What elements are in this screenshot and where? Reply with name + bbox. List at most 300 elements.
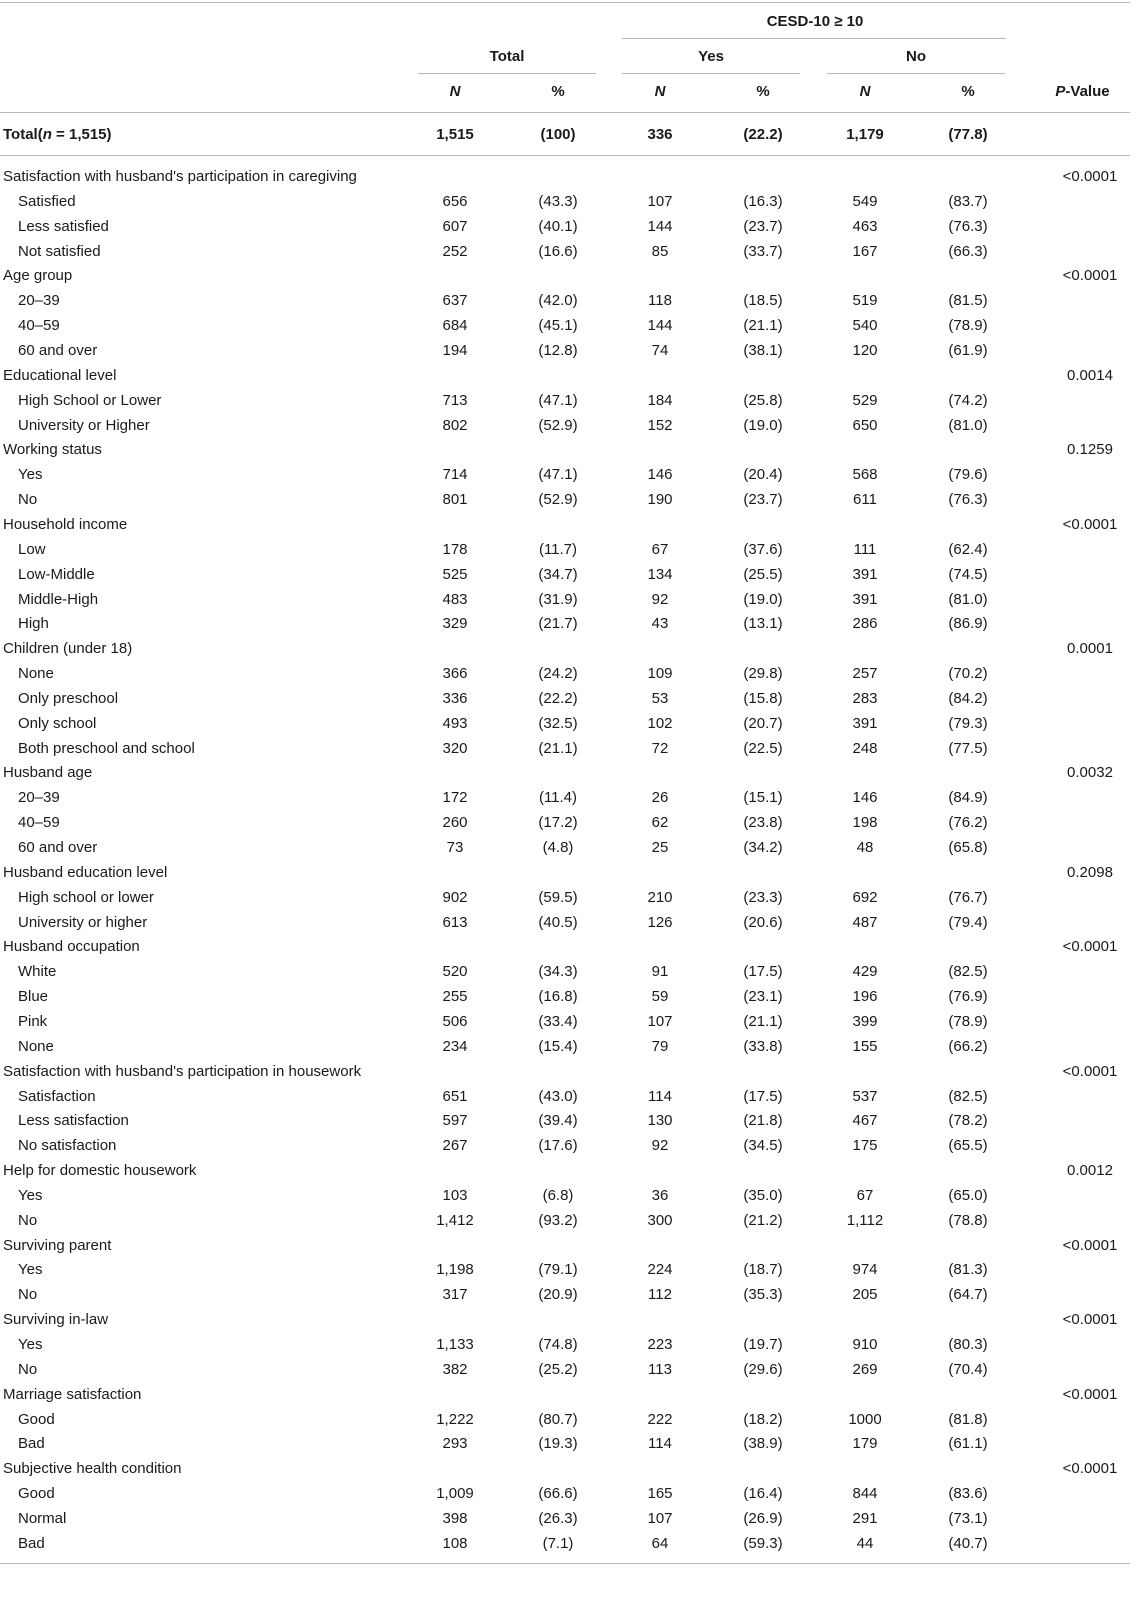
- cell-no-n: 48: [856, 839, 874, 856]
- cell-yes-n: 165: [647, 1485, 673, 1503]
- cell-yes-pct: (23.8): [743, 814, 783, 832]
- cell-no-n: 568: [852, 466, 878, 484]
- row-label: Good: [18, 1410, 55, 1428]
- category-row: [0, 711, 1130, 736]
- cell-no-n: 291: [852, 1509, 878, 1527]
- cell-no-n: 167: [852, 242, 878, 260]
- cell-no-pct: (84.2): [948, 689, 988, 707]
- row-label: High: [18, 615, 49, 633]
- cell-no-n: 248: [852, 739, 878, 757]
- row-label: Low-Middle: [18, 565, 95, 583]
- cell-no-n: 283: [852, 689, 878, 707]
- cell-yes-pct: (23.7): [743, 491, 783, 509]
- category-row: [0, 214, 1130, 239]
- cell-yes-pct: (33.7): [743, 242, 783, 260]
- category-row: [0, 388, 1130, 413]
- row-label: Age group: [3, 267, 73, 285]
- cell-total-n: 329: [442, 615, 468, 633]
- row-label: University or Higher: [18, 416, 150, 434]
- cell-no-pct: (78.9): [948, 1012, 988, 1030]
- category-row: [0, 1481, 1130, 1506]
- cell-no-pct: (82.5): [948, 1087, 988, 1105]
- cell-total-n: 108: [442, 1534, 468, 1552]
- no-n-header: N: [859, 83, 871, 100]
- cell-yes-n: 102: [647, 714, 673, 732]
- cell-total-pct: (22.2): [538, 689, 578, 707]
- cell-yes-n: 92: [651, 1137, 669, 1155]
- cell-yes-pct: (20.7): [743, 714, 783, 732]
- cell-no-pct: (82.5): [948, 963, 988, 981]
- cell-total-n: 1,009: [436, 1485, 474, 1503]
- variable-row: [0, 1456, 1130, 1481]
- category-row: [0, 1332, 1130, 1357]
- cell-total-n: 1,412: [436, 1211, 474, 1229]
- cell-no-pct: (65.5): [948, 1137, 988, 1155]
- row-label: Only preschool: [18, 689, 119, 707]
- cell-yes-n: 59: [651, 988, 669, 1006]
- cell-p-value: <0.0001: [1062, 1311, 1118, 1329]
- row-label: Middle-High: [18, 590, 99, 608]
- row-label: Satisfaction with husband's participation in housework: [3, 1062, 362, 1080]
- cell-total-pct: (26.3): [538, 1509, 578, 1527]
- no-pct-header: %: [961, 83, 975, 100]
- cell-no-pct: (62.4): [948, 540, 988, 558]
- cell-yes-pct: (37.6): [743, 540, 783, 558]
- cell-yes-n: 130: [647, 1112, 673, 1130]
- cell-total-n: 293: [442, 1435, 468, 1453]
- cell-total-pct: (20.9): [538, 1286, 578, 1304]
- row-label: No satisfaction: [18, 1137, 117, 1155]
- cell-total-pct: (100): [540, 126, 576, 143]
- cell-p-value: 0.0012: [1067, 1162, 1113, 1179]
- row-label: Blue: [18, 988, 49, 1006]
- cell-total-pct: (79.1): [538, 1261, 578, 1279]
- variable-row: [0, 760, 1130, 785]
- category-row: [0, 611, 1130, 636]
- cell-total-pct: (66.6): [538, 1485, 578, 1503]
- cell-yes-n: 43: [651, 615, 669, 633]
- cell-no-n: 146: [852, 789, 878, 807]
- category-row: [0, 835, 1130, 860]
- cell-no-n: 67: [856, 1186, 874, 1204]
- variable-row: [0, 363, 1130, 388]
- row-label: 40–59: [18, 317, 60, 335]
- cell-total-pct: (21.7): [538, 615, 578, 633]
- cell-yes-n: 36: [651, 1186, 669, 1204]
- cell-no-n: 540: [852, 317, 878, 335]
- cell-yes-n: 222: [647, 1410, 673, 1428]
- cell-yes-n: 113: [648, 1360, 672, 1378]
- cell-yes-n: 134: [647, 565, 673, 583]
- cell-yes-pct: (23.1): [743, 988, 783, 1006]
- cell-yes-n: 25: [651, 839, 669, 856]
- cell-no-n: 650: [852, 416, 878, 434]
- cell-total-pct: (52.9): [538, 416, 578, 434]
- cell-p-value: <0.0001: [1062, 938, 1118, 956]
- cell-no-pct: (86.9): [948, 615, 988, 633]
- cell-yes-n: 190: [647, 491, 673, 509]
- cell-no-n: 111: [853, 540, 877, 558]
- row-label: Satisfaction: [18, 1087, 96, 1105]
- cell-total-pct: (24.2): [538, 665, 578, 682]
- cell-total-n: 506: [442, 1012, 468, 1030]
- row-label: No: [18, 1211, 38, 1229]
- row-label: Both preschool and school: [18, 739, 195, 757]
- category-row: [0, 487, 1130, 512]
- cell-no-n: 910: [852, 1336, 878, 1353]
- cell-no-pct: (81.8): [948, 1410, 988, 1428]
- cell-total-n: 267: [442, 1137, 468, 1155]
- cell-yes-n: 107: [647, 192, 673, 210]
- cell-no-pct: (78.8): [948, 1211, 988, 1229]
- variable-row: [0, 263, 1130, 288]
- cell-no-pct: (80.3): [948, 1336, 988, 1353]
- cell-yes-pct: (18.5): [743, 292, 783, 310]
- cell-total-pct: (6.8): [542, 1186, 574, 1204]
- cell-total-pct: (42.0): [538, 292, 578, 310]
- cell-p-value: 0.0032: [1067, 764, 1113, 782]
- cell-yes-n: 336: [647, 126, 673, 143]
- category-row: [0, 462, 1130, 487]
- variable-row: [0, 1307, 1130, 1332]
- cell-total-n: 73: [446, 839, 464, 856]
- cell-total-n: 336: [442, 689, 468, 707]
- cell-yes-pct: (21.2): [743, 1211, 783, 1229]
- cell-total-n: 103: [442, 1186, 468, 1204]
- cell-no-n: 1000: [848, 1410, 882, 1428]
- cell-total-pct: (25.2): [538, 1360, 578, 1378]
- variable-row: [0, 437, 1130, 462]
- cell-total-n: 525: [442, 565, 468, 583]
- cell-no-pct: (79.3): [948, 714, 988, 732]
- cell-no-n: 1,112: [846, 1211, 884, 1229]
- group-header: CESD-10 ≥ 10: [766, 13, 864, 30]
- total-rule: [418, 73, 596, 74]
- cell-total-n: 1,222: [436, 1410, 474, 1428]
- cell-total-pct: (7.1): [542, 1534, 574, 1552]
- category-row: [0, 661, 1130, 686]
- cell-yes-pct: (23.7): [743, 217, 783, 235]
- cell-no-n: 257: [852, 665, 878, 682]
- cell-yes-n: 146: [647, 466, 673, 484]
- cell-no-pct: (61.1): [948, 1435, 988, 1453]
- cell-total-pct: (93.2): [538, 1211, 578, 1229]
- cell-yes-n: 118: [648, 292, 672, 310]
- cell-no-n: 44: [856, 1534, 874, 1552]
- yes-rule: [622, 73, 800, 74]
- category-row: [0, 1133, 1130, 1158]
- category-row: [0, 1357, 1130, 1382]
- row-label: Yes: [18, 1186, 43, 1204]
- cell-yes-pct: (25.5): [743, 565, 783, 583]
- total-n-header: N: [449, 83, 461, 100]
- cell-p-value: <0.0001: [1062, 1062, 1118, 1080]
- row-label: Husband education level: [3, 863, 168, 881]
- row-label: Normal: [18, 1509, 67, 1527]
- category-row: [0, 1407, 1130, 1432]
- category-row: [0, 736, 1130, 761]
- cell-total-pct: (34.3): [538, 963, 578, 981]
- cell-total-n: 234: [442, 1037, 468, 1055]
- variable-row: [0, 1382, 1130, 1407]
- cell-p-value: <0.0001: [1062, 515, 1118, 533]
- cell-total-n: 520: [442, 963, 468, 981]
- yes-pct-header: %: [756, 83, 770, 100]
- cell-yes-pct: (18.2): [743, 1410, 783, 1428]
- cell-no-n: 692: [852, 888, 878, 906]
- category-row: [0, 537, 1130, 562]
- cell-yes-n: 112: [648, 1286, 672, 1304]
- cell-no-pct: (81.0): [948, 416, 988, 434]
- cell-p-value: 0.1259: [1067, 441, 1113, 459]
- cell-no-n: 844: [852, 1485, 878, 1503]
- category-row: [0, 1208, 1130, 1233]
- category-row: [0, 810, 1130, 835]
- row-label: No: [18, 491, 38, 509]
- cell-yes-n: 26: [651, 789, 669, 807]
- cell-total-pct: (11.7): [538, 540, 578, 558]
- cell-yes-pct: (19.0): [743, 416, 783, 434]
- cell-total-n: 613: [442, 913, 468, 931]
- cell-no-pct: (70.4): [948, 1360, 988, 1378]
- cell-no-n: 537: [852, 1087, 878, 1105]
- cell-no-n: 487: [852, 913, 878, 931]
- row-label: Yes: [18, 1261, 43, 1279]
- cell-no-n: 196: [852, 988, 878, 1006]
- cell-yes-pct: (34.5): [743, 1137, 783, 1155]
- category-row: [0, 1431, 1130, 1456]
- row-label: Good: [18, 1485, 55, 1503]
- cell-no-pct: (84.9): [948, 789, 988, 807]
- cell-total-n: 493: [442, 714, 468, 732]
- cell-total-n: 194: [442, 342, 468, 359]
- row-label: Husband occupation: [3, 938, 140, 956]
- cell-p-value: <0.0001: [1062, 1460, 1118, 1478]
- cell-no-pct: (81.3): [948, 1261, 988, 1279]
- row-label: None: [18, 665, 54, 682]
- cell-total-pct: (52.9): [538, 491, 578, 509]
- cell-total-n: 801: [442, 491, 468, 509]
- total-pct-header: %: [551, 83, 565, 100]
- cell-yes-n: 107: [647, 1509, 673, 1527]
- yes-n-header: N: [654, 83, 666, 100]
- row-label: No: [18, 1286, 38, 1304]
- cell-no-n: 155: [852, 1037, 878, 1055]
- cell-no-n: 429: [852, 963, 878, 981]
- cell-yes-n: 224: [647, 1261, 673, 1279]
- row-label: High school or lower: [18, 888, 154, 906]
- row-label: Children (under 18): [3, 640, 133, 658]
- cell-total-pct: (47.1): [538, 391, 578, 409]
- cell-total-pct: (21.1): [538, 739, 578, 757]
- cell-yes-pct: (21.1): [743, 317, 783, 335]
- cell-no-n: 529: [852, 391, 878, 409]
- cell-yes-n: 85: [651, 242, 669, 260]
- header-bottom-rule: [0, 112, 1130, 113]
- row-label: 20–39: [18, 789, 60, 807]
- cell-yes-pct: (35.3): [743, 1286, 783, 1304]
- category-row: [0, 1531, 1130, 1556]
- cell-no-n: 1,179: [846, 126, 884, 143]
- cell-total-n: 714: [442, 466, 468, 484]
- cell-yes-pct: (19.0): [743, 590, 783, 608]
- cell-total-n: 713: [442, 391, 468, 409]
- row-label: Household income: [3, 515, 128, 533]
- cell-yes-pct: (19.7): [743, 1336, 783, 1353]
- cell-yes-n: 74: [651, 342, 669, 359]
- cell-yes-n: 144: [647, 217, 673, 235]
- row-label: White: [18, 963, 57, 981]
- cell-total-pct: (43.3): [538, 192, 578, 210]
- cell-total-pct: (16.6): [538, 242, 578, 260]
- cell-yes-pct: (22.2): [743, 126, 783, 143]
- cell-no-n: 175: [852, 1137, 878, 1155]
- cell-yes-pct: (16.4): [743, 1485, 783, 1503]
- cell-yes-pct: (33.8): [743, 1037, 783, 1055]
- cell-no-n: 611: [853, 491, 877, 509]
- cell-no-n: 519: [852, 292, 878, 310]
- cell-no-n: 269: [852, 1360, 878, 1378]
- cell-total-n: 684: [442, 317, 468, 335]
- variable-row: [0, 1158, 1130, 1183]
- row-label: Help for domestic housework: [3, 1162, 197, 1179]
- cell-no-pct: (83.7): [948, 192, 988, 210]
- cell-no-pct: (78.9): [948, 317, 988, 335]
- category-row: [0, 587, 1130, 612]
- cell-total-pct: (4.8): [542, 839, 574, 856]
- cell-yes-n: 53: [651, 689, 669, 707]
- cell-yes-n: 64: [651, 1534, 669, 1552]
- row-label: University or higher: [18, 913, 148, 931]
- row-label: Educational level: [3, 366, 117, 384]
- cell-total-n: 255: [442, 988, 468, 1006]
- cell-p-value: 0.0014: [1067, 366, 1113, 384]
- cell-no-n: 391: [852, 565, 878, 583]
- cell-yes-n: 109: [647, 665, 673, 682]
- category-row: [0, 885, 1130, 910]
- category-row: [0, 189, 1130, 214]
- category-row: [0, 984, 1130, 1009]
- cell-total-n: 260: [442, 814, 468, 832]
- cell-total-pct: (45.1): [538, 317, 578, 335]
- cell-total-pct: (15.4): [538, 1037, 578, 1055]
- category-row: [0, 1183, 1130, 1208]
- cell-total-n: 178: [442, 540, 468, 558]
- cell-total-pct: (33.4): [538, 1012, 578, 1030]
- row-label: Yes: [18, 1336, 43, 1353]
- cell-no-pct: (70.2): [948, 665, 988, 682]
- cell-total-n: 483: [442, 590, 468, 608]
- cell-yes-pct: (21.1): [743, 1012, 783, 1030]
- cell-yes-n: 62: [651, 814, 669, 832]
- cell-total-pct: (17.2): [538, 814, 578, 832]
- cell-yes-n: 107: [647, 1012, 673, 1030]
- cell-yes-n: 300: [647, 1211, 673, 1229]
- cell-yes-pct: (17.5): [743, 963, 783, 981]
- cell-yes-pct: (17.5): [743, 1087, 783, 1105]
- cell-yes-pct: (15.8): [743, 689, 783, 707]
- cell-total-n: 637: [442, 292, 468, 310]
- cell-total-pct: (43.0): [538, 1087, 578, 1105]
- category-row: [0, 1084, 1130, 1109]
- cell-yes-n: 223: [647, 1336, 673, 1353]
- category-row: [0, 1506, 1130, 1531]
- cell-no-pct: (77.8): [948, 126, 988, 143]
- category-row: [0, 562, 1130, 587]
- cell-no-pct: (65.0): [948, 1186, 988, 1204]
- cell-no-pct: (76.9): [948, 988, 988, 1006]
- row-label: Working status: [3, 441, 102, 459]
- cell-total-pct: (12.8): [538, 342, 578, 359]
- cell-total-n: 172: [442, 789, 468, 807]
- cell-total-pct: (80.7): [538, 1410, 578, 1428]
- cell-total-n: 607: [442, 217, 468, 235]
- category-row: [0, 910, 1130, 935]
- category-row: [0, 785, 1130, 810]
- cell-total-n: 1,133: [436, 1336, 474, 1353]
- total-header: Total: [489, 48, 525, 65]
- cell-total-n: 252: [442, 242, 468, 260]
- cell-yes-pct: (26.9): [743, 1509, 783, 1527]
- cell-total-n: 320: [442, 739, 468, 757]
- cell-total-n: 597: [442, 1112, 468, 1130]
- cell-no-n: 549: [852, 192, 878, 210]
- cell-no-pct: (40.7): [948, 1534, 988, 1552]
- cell-total-pct: (17.6): [538, 1137, 578, 1155]
- group-rule: [622, 38, 1006, 39]
- cell-total-pct: (40.1): [538, 217, 578, 235]
- row-label: Only school: [18, 714, 97, 732]
- cell-no-pct: (77.5): [948, 739, 988, 757]
- row-label: Satisfied: [18, 192, 76, 210]
- cell-yes-pct: (13.1): [743, 615, 783, 633]
- cell-no-pct: (79.4): [948, 913, 988, 931]
- cell-no-n: 205: [852, 1286, 878, 1304]
- cell-no-pct: (66.2): [948, 1037, 988, 1055]
- variable-row: [0, 1233, 1130, 1258]
- yes-header: Yes: [698, 48, 724, 65]
- cell-yes-n: 114: [648, 1087, 672, 1105]
- category-row: [0, 686, 1130, 711]
- cell-yes-pct: (29.8): [743, 665, 783, 682]
- variable-row: [0, 934, 1130, 959]
- cell-total-n: 398: [442, 1509, 468, 1527]
- cell-total-pct: (11.4): [538, 789, 578, 807]
- cell-p-value: <0.0001: [1062, 168, 1118, 185]
- cell-no-pct: (76.2): [948, 814, 988, 832]
- cell-yes-n: 79: [651, 1037, 669, 1055]
- category-row: [0, 1034, 1130, 1059]
- cell-total-n: 651: [442, 1087, 468, 1105]
- cell-no-n: 120: [852, 342, 878, 359]
- cell-yes-n: 114: [648, 1435, 672, 1453]
- cell-p-value: 0.2098: [1067, 863, 1113, 881]
- row-label: 60 and over: [18, 839, 98, 856]
- cell-no-n: 463: [852, 217, 878, 235]
- cell-yes-n: 144: [647, 317, 673, 335]
- cell-no-n: 179: [852, 1435, 878, 1453]
- cell-yes-n: 184: [647, 391, 673, 409]
- cell-total-n: 902: [442, 888, 468, 906]
- cell-no-n: 467: [852, 1112, 878, 1130]
- cell-no-pct: (81.5): [948, 292, 988, 310]
- row-label: Husband age: [3, 764, 93, 782]
- category-row: [0, 1108, 1130, 1133]
- row-label: None: [18, 1037, 54, 1055]
- variable-row: [0, 512, 1130, 537]
- cell-yes-n: 210: [647, 888, 673, 906]
- row-label: Less satisfied: [18, 217, 109, 235]
